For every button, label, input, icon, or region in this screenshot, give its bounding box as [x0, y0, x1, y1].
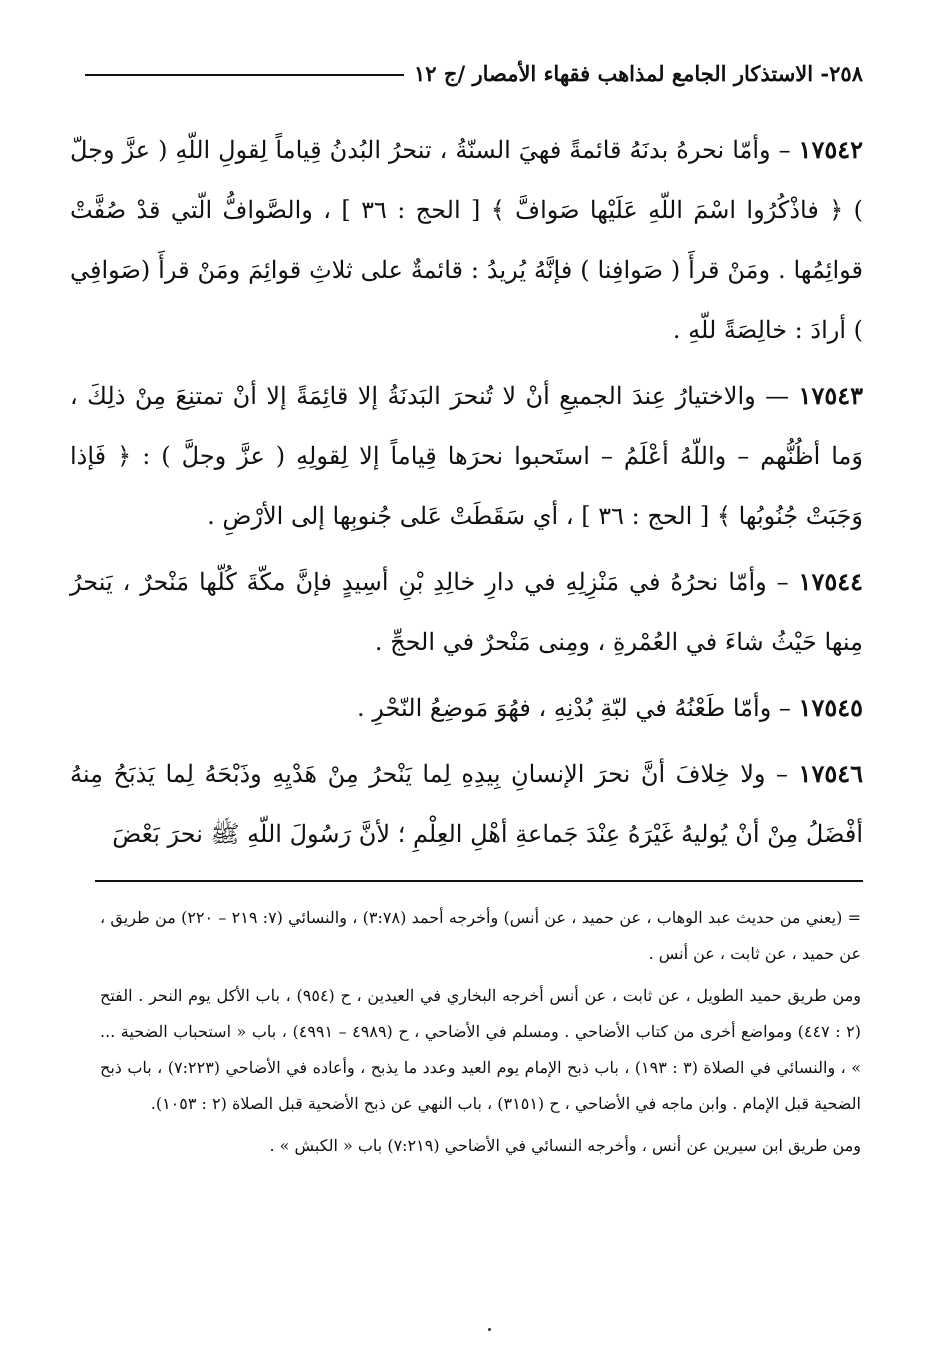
paragraph-text: – وأمّا نحرهُ بدنَهُ قائمةً فهيَ السنّةُ ، تنحرُ البُدنُ قِياماً لِقولِ اللّهِ ( عزَّ وجلّ ) ﴿ فاذْكُرُوا اسْمَ اللّهِ عَلَيْها صَوافَّ ﴾ [ الحج : ٣٦ ] ، والصَّوافُّ الّتي قدْ صُفَّتْ قوائِمُها . ومَنْ قرأَ ( صَوافِنا ) فإنَّهُ يُريدُ : قائمةٌ على ثلاثِ قوائِمَ ومَنْ قرأَ (صَوافِي ) أرادَ : خالِصَةً للّهِ .	[70, 136, 864, 344]
footnotes	[100, 900, 861, 1170]
paragraph-text: — والاختيارُ عِندَ الجميعِ أنْ لا تُنحرَ البَدنَةُ إلا قائِمَةً إلا أنْ تمتنِعَ مِنْ ذلِكَ ، وَما أظُنُّهم – واللّهُ أعْلَمُ – استَحبوا نحرَها قِياماً إلا لِقولِهِ ( عزَّ وجلَّ ) : ﴿ فَإذا وَجَبَتْ جُنُوبُها ﴾ [ الحج : ٣٦ ] ، أي سَقَطَتْ عَلى جُنوبِها إلى الأرْضِ .	[70, 382, 863, 530]
paragraph-text: – وأمّا طَعْنُهُ في لبّةِ بُدْنِهِ ، فهُوَ مَوضِعُ النّحْرِ .	[357, 694, 799, 722]
footnote-2: ومن طريق حميد الطويل ، عن ثابت ، عن أنس أخرجه البخاري في العيدين ، ح (٩٥٤) ، باب الأكل يوم النحر . الفتح (٢ : ٤٤٧) ومواضع أخرى من كتاب الأضاحي . ومسلم في الأضاحي ، ح (٤٩٨٩ – ٤٩٩١) ، باب « استحباب الضحية ... » ، والنسائي في الصلاة (٣ : ١٩٣) ، باب ذبح الإمام يوم العيد وعدد ما يذبح ، وأعاده في الأضاحي (٧:٢٢٣) ، باب ذبح الضحية قبل الإمام . وابن ماجه في الأضاحي ، ح (٣١٥١) ، باب النهي عن ذبح الأضحية قبل الصلاة (٢ : ١٠٥٣).	[100, 986, 861, 1113]
paragraph-text: – ولا خِلافَ أنَّ نحرَ الإنسانِ بِيدِهِ لِما يَنْحرُ مِنْ هَدْيِهِ وذَبْحَهُ لِما يَذبَحُ مِنهُ أفْضَلُ مِنْ أنْ يُوليهُ غَيْرَهُ عِنْدَ جَماعةِ أهْلِ العِلْمِ ؛ لأنَّ رَسُولَ اللّهِ ﷺ نحرَ بَعْضَ	[70, 760, 863, 848]
paragraph-text: – وأمّا نحرُهُ في مَنْزِلِهِ في دارِ خالِدِ بْنِ أسِيدٍ فإنَّ مكّةَ كُلّها مَنْحرٌ ، يَنحرُ مِنها حَيْثُ شاءَ في العُمْرةِ ، ومِنى مَنْحرٌ في الحجِّ .	[70, 568, 863, 656]
paragraph-17544	[70, 552, 863, 672]
page-header	[85, 58, 863, 88]
header-rule	[85, 74, 404, 76]
footnote-3: ومن طريق ابن سيرين عن أنس ، وأخرجه النسائي في الأضاحي (٧:٢١٩) باب « الكبش » .	[269, 1136, 861, 1155]
page-speck	[488, 1328, 491, 1331]
paragraph-number: ١٧٥٤٢	[798, 135, 863, 164]
main-text	[70, 120, 863, 870]
paragraph-17543	[70, 366, 863, 546]
paragraph-number: ١٧٥٤٣	[798, 381, 863, 410]
footnote-1: = (يعني من حديث عبد الوهاب ، عن حميد ، عن أنس) وأخرجه أحمد (٣:٧٨) ، والنسائي (٧: ٢١٩ – ٢٢٠) من طريق ، عن حميد ، عن ثابت ، عن أنس .	[100, 908, 861, 963]
paragraph-number: ١٧٥٤٥	[798, 693, 863, 722]
paragraph-number: ١٧٥٤٦	[798, 759, 863, 788]
footnote-separator	[95, 880, 863, 882]
paragraph-17545	[70, 678, 863, 738]
header-title: ٢٥٨- الاستذكار الجامع لمذاهب فقهاء الأمصار /ج ١٢	[414, 60, 863, 86]
paragraph-17546	[70, 744, 863, 864]
paragraph-number: ١٧٥٤٤	[798, 567, 863, 596]
paragraph-17542	[70, 120, 863, 360]
